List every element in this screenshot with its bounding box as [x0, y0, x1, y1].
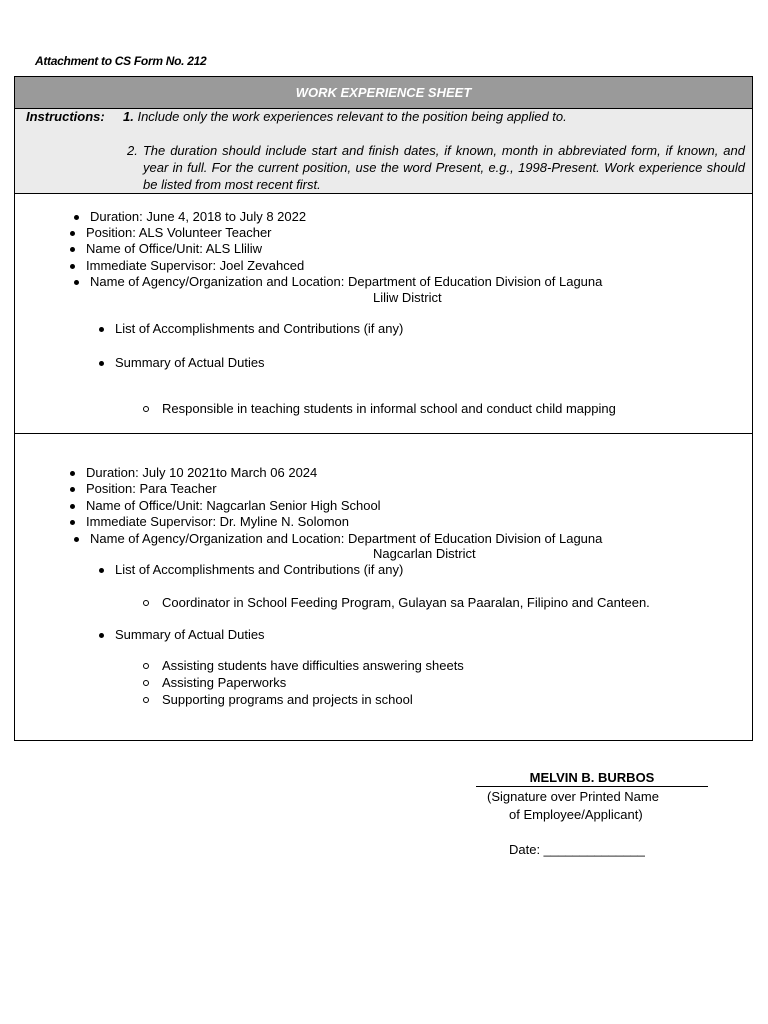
entry-office: Name of Office/Unit: ALS Lliliw: [86, 241, 263, 256]
entry-duration: Duration: July 10 2021to March 06 2024: [86, 465, 318, 480]
entry-agency: Name of Agency/Organization and Location: Department of Education Division of Laguna: [90, 274, 603, 289]
entry-duty-item: Assisting Paperworks: [162, 675, 287, 690]
entry-duration: Duration: June 4, 2018 to July 8 2022: [90, 209, 307, 224]
entry-position: Position: Para Teacher: [86, 481, 217, 496]
sheet-title: WORK EXPERIENCE SHEET: [15, 77, 752, 109]
entry-district: Nagcarlan District: [373, 546, 476, 561]
instruction-item-1-text: Include only the work experiences relevant to the position being applied to.: [137, 109, 567, 124]
instructions-label: Instructions:: [26, 109, 105, 124]
entry-office: Name of Office/Unit: Nagcarlan Senior High School: [86, 498, 381, 513]
date-field: Date: ______________: [509, 842, 645, 857]
work-experience-sheet: [14, 76, 753, 741]
entry-duty-item: Assisting students have difficulties answering sheets: [162, 658, 464, 673]
instruction-item-1-number: 1.: [123, 109, 134, 124]
signatory-name: MELVIN B. BURBOS: [476, 770, 708, 787]
attachment-label: Attachment to CS Form No. 212: [35, 54, 207, 68]
instruction-item-1: [123, 109, 567, 124]
signature-caption-line-2: of Employee/Applicant): [509, 807, 643, 822]
entry-duty-item: Supporting programs and projects in school: [162, 692, 413, 707]
entry-position: Position: ALS Volunteer Teacher: [86, 225, 272, 240]
entry-agency: Name of Agency/Organization and Location: Department of Education Division of Laguna: [90, 531, 603, 546]
entry-duty-item: Responsible in teaching students in informal school and conduct child mapping: [162, 401, 616, 416]
entry-supervisor: Immediate Supervisor: Dr. Myline N. Solomon: [86, 514, 349, 529]
entry-supervisor: Immediate Supervisor: Joel Zevahced: [86, 258, 305, 273]
signature-block: [476, 770, 708, 787]
entry-accomplishments-label: List of Accomplishments and Contributions (if any): [115, 321, 404, 336]
instructions-box: [15, 109, 752, 194]
entry-duties-label: Summary of Actual Duties: [115, 627, 265, 642]
instruction-item-2: 2. The duration should include start and finish dates, if known, month in abbreviated form, if known, and year in full. For the current position, use the word Present, e.g., 1998-Present. Work experience should be listed from most recent first.: [127, 143, 745, 192]
entry-district: Liliw District: [373, 290, 442, 305]
entry-accomplishment-item: Coordinator in School Feeding Program, Gulayan sa Paaralan, Filipino and Canteen.: [162, 595, 650, 610]
entry-duties-label: Summary of Actual Duties: [115, 355, 265, 370]
signature-caption-line-1: (Signature over Printed Name: [487, 789, 659, 804]
experience-entry-1: [15, 194, 752, 434]
experience-entry-2: [15, 434, 752, 740]
entry-accomplishments-label: List of Accomplishments and Contributions (if any): [115, 562, 404, 577]
